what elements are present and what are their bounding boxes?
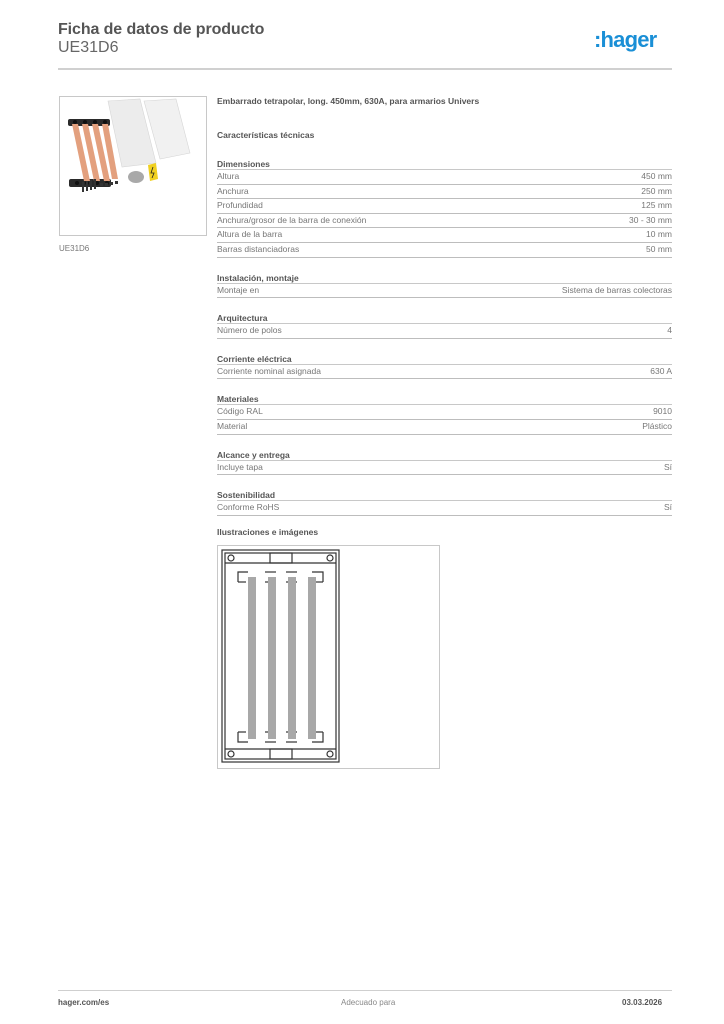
spec-value: Plástico xyxy=(642,420,672,431)
spec-row xyxy=(217,324,672,339)
spec-label: Corriente nominal asignada xyxy=(217,365,321,376)
section-title: Instalación, montaje xyxy=(217,272,672,284)
technical-drawing xyxy=(217,545,440,769)
spec-value: 4 xyxy=(667,325,672,336)
spec-label: Montaje en xyxy=(217,284,260,295)
spec-label: Profundidad xyxy=(217,200,263,211)
product-image-caption: UE31D6 xyxy=(59,244,90,253)
product-photo xyxy=(59,96,207,236)
section-title: Sostenibilidad xyxy=(217,489,672,501)
spec-label: Código RAL xyxy=(217,406,263,417)
spec-label: Barras distanciadoras xyxy=(217,243,300,254)
section-title: Materiales xyxy=(217,393,672,405)
footer-divider xyxy=(58,990,672,991)
spec-row xyxy=(217,284,672,299)
spec-value: 50 mm xyxy=(646,243,672,254)
busbar-drawing xyxy=(218,546,439,768)
spec-row xyxy=(217,405,672,420)
product-description: Embarrado tetrapolar, long. 450mm, 630A, para armarios Univers xyxy=(217,96,480,106)
product-details xyxy=(217,96,672,516)
spec-value: 10 mm xyxy=(646,229,672,240)
spec-value: Sí xyxy=(663,502,672,513)
spec-label: Anchura/grosor de la barra de conexión xyxy=(217,214,367,225)
spec-value: 125 mm xyxy=(641,200,672,211)
page-title: Ficha de datos de producto xyxy=(58,21,265,38)
hager-logo: :hager xyxy=(594,27,657,52)
spec-label: Incluye tapa xyxy=(217,461,263,472)
spec-row xyxy=(217,214,672,229)
spec-row xyxy=(217,199,672,214)
spec-value: Sí xyxy=(663,461,672,472)
spec-row xyxy=(217,185,672,200)
footer-website-link[interactable]: hager.com/es xyxy=(58,998,110,1007)
tech-specs-heading: Características técnicas xyxy=(217,130,315,140)
spec-row xyxy=(217,461,672,476)
spec-label: Número de polos xyxy=(217,325,282,336)
section-title: Dimensiones xyxy=(217,158,672,170)
spec-label: Altura xyxy=(217,171,240,181)
footer-center-text: Adecuado para xyxy=(341,998,396,1007)
spec-label: Anchura xyxy=(217,185,249,196)
section-materiales xyxy=(217,393,672,434)
section-title: Corriente eléctrica xyxy=(217,353,672,365)
spec-value: 630 A xyxy=(650,365,672,376)
spec-value: Sistema de barras colectoras xyxy=(561,284,672,295)
spec-row xyxy=(217,228,672,243)
header-divider xyxy=(58,68,672,70)
section-arquitectura xyxy=(217,312,672,339)
footer-date: 03.03.2026 xyxy=(622,998,663,1007)
spec-row xyxy=(217,243,672,258)
spec-value: 9010 xyxy=(653,406,672,417)
spec-row xyxy=(217,365,672,380)
spec-value: 250 mm xyxy=(641,185,672,196)
product-code: UE31D6 xyxy=(58,39,119,56)
section-corriente xyxy=(217,353,672,380)
busbar-kit-image xyxy=(60,97,207,236)
illustrations-heading: Ilustraciones e imágenes xyxy=(217,527,319,537)
spec-row xyxy=(217,420,672,435)
section-dimensiones xyxy=(217,158,672,258)
spec-row xyxy=(217,501,672,516)
section-title: Alcance y entrega xyxy=(217,449,672,461)
section-instalacion xyxy=(217,272,672,299)
spec-label: Material xyxy=(217,420,248,431)
spec-label: Conforme RoHS xyxy=(217,502,280,513)
section-title: Arquitectura xyxy=(217,312,672,324)
spec-row xyxy=(217,170,672,185)
section-alcance xyxy=(217,449,672,476)
spec-value: 450 mm xyxy=(641,171,672,181)
spec-label: Altura de la barra xyxy=(217,229,283,240)
spec-value: 30 - 30 mm xyxy=(629,214,672,225)
section-sostenibilidad xyxy=(217,489,672,516)
